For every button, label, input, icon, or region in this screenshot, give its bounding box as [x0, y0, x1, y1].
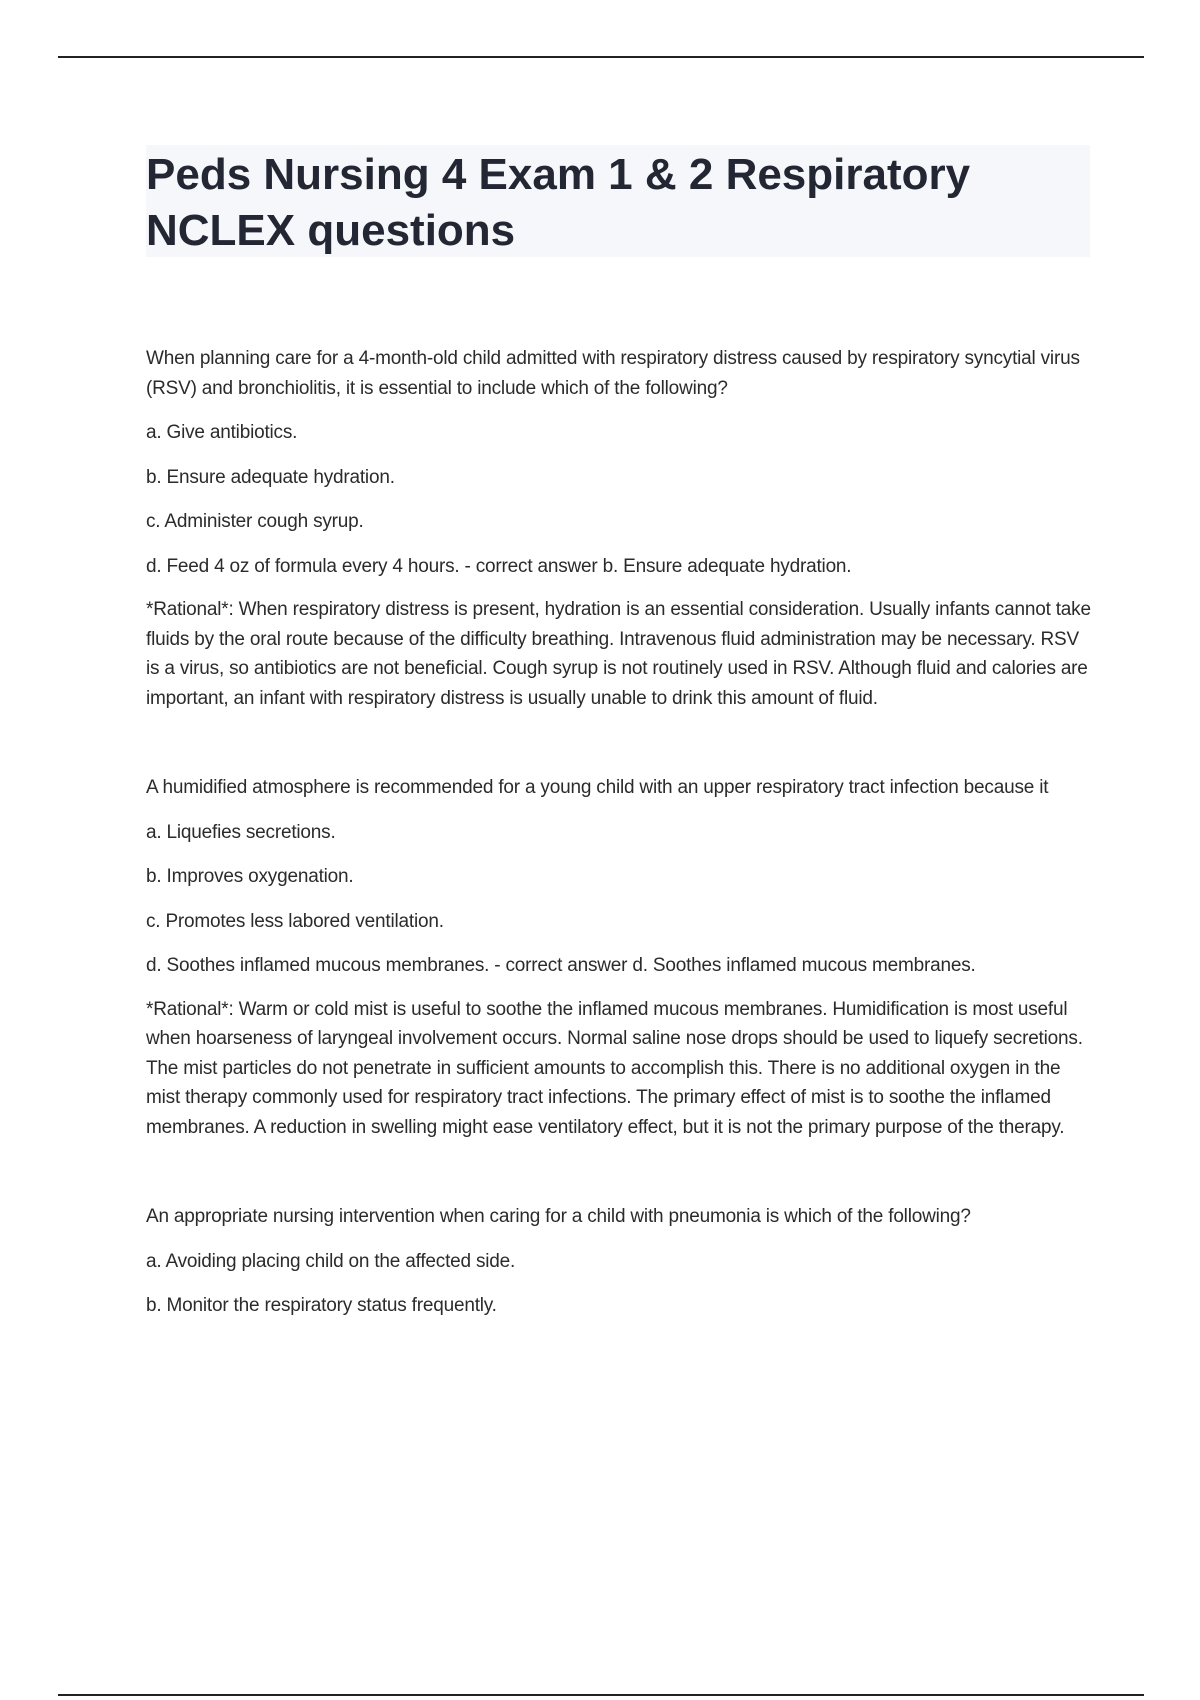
answer-option-a: a. Liquefies secretions.	[146, 821, 336, 843]
answer-option-d-with-correct-answer: d. Feed 4 oz of formula every 4 hours. - correct answer b. Ensure adequate hydration.	[146, 555, 852, 577]
answer-option-d-with-correct-answer: d. Soothes inflamed mucous membranes. - correct answer d. Soothes inflamed mucous membranes.	[146, 955, 976, 976]
title-banner	[146, 145, 1090, 257]
top-rule	[58, 56, 1144, 58]
question-block-2	[146, 773, 1096, 1142]
rationale-text: *Rational*: Warm or cold mist is useful to soothe the inflamed mucous membranes. Humidification is most useful when hoarseness of laryngeal involvement occurs. Normal saline nose drops should be used to liquefy secretions. The mist particles do not penetrate in sufficient amounts to accomplish this. There is no additional oxygen in the mist therapy commonly used for respiratory tract infections. The primary effect of mist is to soothe the inflamed membranes. A reduction in swelling might ease ventilatory effect, but it is not the primary purpose of the therapy.	[146, 998, 1083, 1138]
answer-option-b: b. Ensure adequate hydration.	[146, 466, 395, 488]
document-title: Peds Nursing 4 Exam 1 & 2 Respiratory NCLEX questions	[146, 150, 971, 255]
question-stem: An appropriate nursing intervention when caring for a child with pneumonia is which of the following?	[146, 1206, 971, 1227]
answer-option-a: a. Avoiding placing child on the affected side.	[146, 1250, 516, 1272]
question-stem: When planning care for a 4-month-old child admitted with respiratory distress caused by respiratory syncytial virus (RSV) and bronchiolitis, it is essential to include which of the following?	[146, 348, 1080, 399]
rationale-text: *Rational*: When respiratory distress is present, hydration is an essential consideration. Usually infants cannot take fluids by the oral route because of the difficulty breathing. Intravenous fluid administration may be necessary. RSV is a virus, so antibiotics are not beneficial. Cough syrup is not routinely used in RSV. Although fluid and calories are important, an infant with respiratory distress is usually unable to drink this amount of fluid.	[146, 599, 1091, 709]
answer-option-c: c. Administer cough syrup.	[146, 511, 364, 532]
question-stem: A humidified atmosphere is recommended for a young child with an upper respiratory tract infection because it	[146, 777, 1049, 798]
answer-option-b: b. Improves oxygenation.	[146, 866, 354, 887]
bottom-rule	[58, 1694, 1144, 1696]
answer-option-a: a. Give antibiotics.	[146, 422, 298, 443]
document-body	[146, 344, 1096, 1321]
answer-option-c: c. Promotes less labored ventilation.	[146, 910, 444, 932]
answer-option-b: b. Monitor the respiratory status frequently.	[146, 1295, 497, 1316]
question-block-3	[146, 1202, 1096, 1321]
question-block-1	[146, 344, 1096, 713]
